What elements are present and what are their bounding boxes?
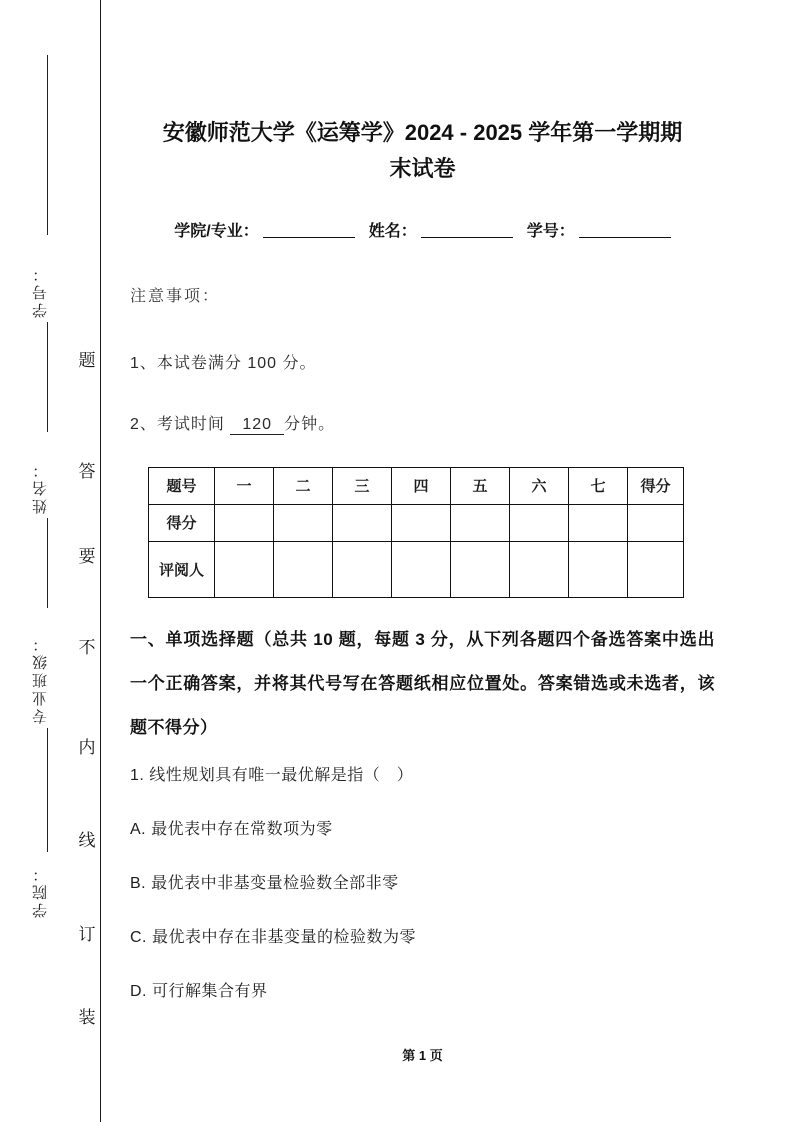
score-table-header-cell: 二	[274, 467, 333, 504]
score-table-header-cell: 七	[569, 467, 628, 504]
score-table-header-cell: 六	[510, 467, 569, 504]
reviewer-cell	[333, 541, 392, 597]
exam-title-line2: 末试卷	[389, 156, 456, 182]
exam-duration-value: 120	[230, 416, 284, 435]
student-id-vertical-label: 学号：	[32, 264, 49, 318]
question-1-option-c: C. 最优表中存在非基变量的检验数为零	[130, 929, 416, 947]
college-major-label: 学院/专业：	[174, 222, 259, 240]
score-table-header-row	[149, 467, 684, 504]
binding-char: 题	[78, 351, 96, 370]
reviewer-row	[149, 541, 684, 597]
score-table-header-cell: 五	[451, 467, 510, 504]
name-blank	[421, 221, 513, 238]
question-1-option-d: D. 可行解集合有界	[130, 983, 268, 1001]
exam-title	[130, 115, 715, 188]
note-item-2-suffix: 分钟。	[284, 415, 336, 433]
question-1-stem: 1. 线性规划具有唯一最优解是指（ ）	[130, 767, 414, 785]
reviewer-cell	[215, 541, 274, 597]
score-cell	[392, 504, 451, 541]
binding-char: 答	[78, 462, 96, 481]
score-row	[149, 504, 684, 541]
exam-content	[130, 0, 715, 1001]
reviewer-cell	[628, 541, 684, 597]
score-cell	[333, 504, 392, 541]
note-item-1: 1、本试卷满分 100 分。	[130, 354, 317, 372]
score-table-header-cell: 四	[392, 467, 451, 504]
class-blank-line	[47, 518, 48, 608]
reviewer-cell	[451, 541, 510, 597]
binding-char: 要	[78, 547, 96, 566]
question-1-option-b: B. 最优表中非基变量检验数全部非零	[130, 875, 399, 893]
question-1-option-a: A. 最优表中存在常数项为零	[130, 821, 333, 839]
binding-char: 装	[78, 1008, 96, 1027]
binding-char: 订	[78, 925, 96, 944]
student-id-blank-line	[47, 55, 48, 235]
reviewer-cell	[569, 541, 628, 597]
name-vertical-label: 姓名：	[32, 460, 49, 514]
student-info-line	[130, 218, 715, 241]
score-cell	[451, 504, 510, 541]
score-cell	[569, 504, 628, 541]
college-vertical-label: 学院：	[32, 864, 49, 918]
college-major-blank	[263, 221, 355, 238]
score-cell	[628, 504, 684, 541]
score-cell	[510, 504, 569, 541]
note-item-2	[130, 411, 715, 435]
score-row-label: 得分	[149, 504, 215, 541]
binding-line	[100, 0, 101, 1122]
name-blank-line	[47, 322, 48, 432]
score-table-header-cell: 得分	[628, 467, 684, 504]
reviewer-cell	[510, 541, 569, 597]
binding-char: 不	[78, 638, 96, 657]
exam-title-line1: 安徽师范大学《运筹学》2024 - 2025 学年第一学期期	[162, 120, 683, 145]
reviewer-cell	[392, 541, 451, 597]
reviewer-cell	[274, 541, 333, 597]
student-id-label: 学号：	[526, 222, 575, 240]
notes-heading: 注意事项：	[130, 287, 221, 305]
score-cell	[215, 504, 274, 541]
college-blank-line	[47, 728, 48, 852]
score-table	[148, 467, 684, 598]
student-id-blank	[579, 221, 671, 238]
page-number: 第 1 页	[402, 1048, 443, 1063]
section-1-heading: 一、单项选择题（总共 10 题，每题 3 分，从下列各题四个备选答案中选出一个正确答案，并将其代号写在答题纸相应位置处。答案错选或未选者，该题不得分）	[130, 629, 715, 737]
binding-char: 内	[78, 738, 96, 757]
note-item-2-prefix: 2、考试时间	[130, 415, 225, 433]
score-cell	[274, 504, 333, 541]
class-vertical-label: 专业班级：	[32, 634, 49, 724]
score-table-header-cell: 一	[215, 467, 274, 504]
score-table-header-cell: 题号	[149, 467, 215, 504]
binding-char: 线	[78, 831, 96, 850]
reviewer-row-label: 评阅人	[149, 541, 215, 597]
name-label: 姓名：	[368, 222, 417, 240]
score-table-header-cell: 三	[333, 467, 392, 504]
